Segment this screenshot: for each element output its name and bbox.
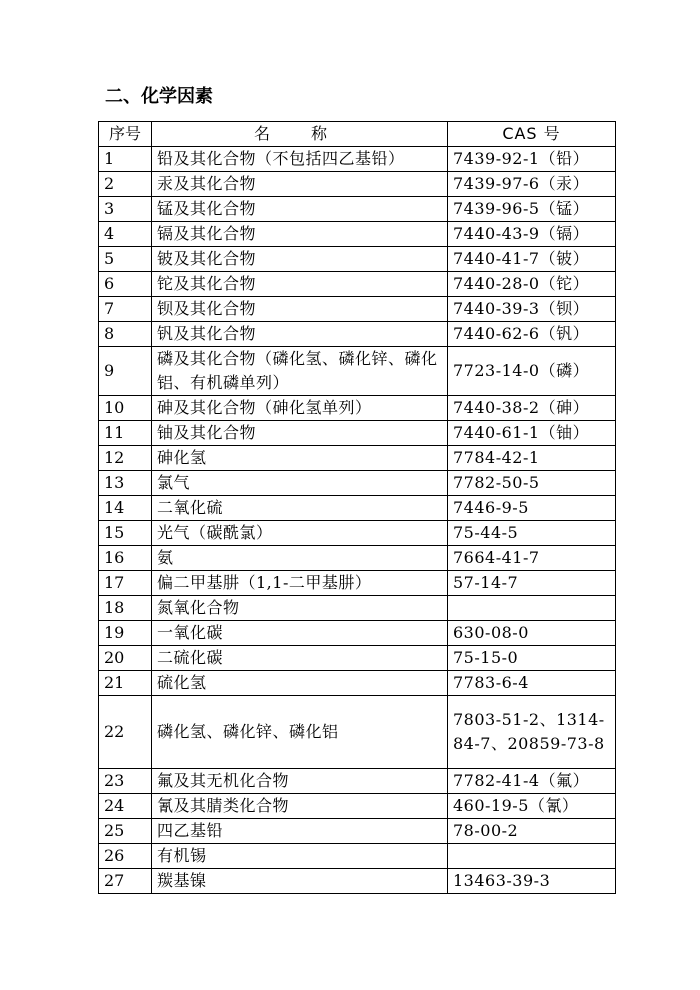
- cas-number-cell: 7803-51-2、1314-84-7、20859-73-8: [448, 696, 616, 769]
- table-row: [99, 297, 616, 322]
- table-row: [99, 421, 616, 446]
- table-row: [99, 322, 616, 347]
- serial-number-cell: 7: [99, 297, 152, 322]
- table-row: [99, 596, 616, 621]
- serial-number-cell: 24: [99, 794, 152, 819]
- chemical-name-cell: 羰基镍: [152, 869, 448, 894]
- table-row: [99, 521, 616, 546]
- cas-number-cell: 13463-39-3: [448, 869, 616, 894]
- chemical-name-cell: 铅及其化合物（不包括四乙基铅）: [152, 147, 448, 172]
- cas-number-cell: 7784-42-1: [448, 446, 616, 471]
- cas-number-cell: 75-15-0: [448, 646, 616, 671]
- chemical-name-cell: 氨: [152, 546, 448, 571]
- chemical-name-cell: 铀及其化合物: [152, 421, 448, 446]
- serial-number-cell: 16: [99, 546, 152, 571]
- table-row: [99, 496, 616, 521]
- table-row: [99, 197, 616, 222]
- cas-number-cell: 7782-50-5: [448, 471, 616, 496]
- table-row: [99, 769, 616, 794]
- chemical-name-cell: 氟及其无机化合物: [152, 769, 448, 794]
- serial-number-cell: 17: [99, 571, 152, 596]
- chemical-name-cell: 砷及其化合物（砷化氢单列）: [152, 396, 448, 421]
- cas-number-cell: 7440-62-6（钒）: [448, 322, 616, 347]
- chemical-name-cell: 一氧化碳: [152, 621, 448, 646]
- cas-number-cell: 630-08-0: [448, 621, 616, 646]
- section-title: 二、化学因素: [105, 86, 213, 107]
- cas-number-cell: 7440-38-2（砷）: [448, 396, 616, 421]
- table-row: [99, 247, 616, 272]
- serial-number-cell: 5: [99, 247, 152, 272]
- table-row: [99, 844, 616, 869]
- chemical-name-cell: 二硫化碳: [152, 646, 448, 671]
- table-row: [99, 819, 616, 844]
- cas-number-cell: [448, 844, 616, 869]
- chemical-name-cell: 铍及其化合物: [152, 247, 448, 272]
- serial-number-cell: 8: [99, 322, 152, 347]
- serial-number-cell: 11: [99, 421, 152, 446]
- cas-number-cell: 7723-14-0（磷）: [448, 347, 616, 396]
- chemical-name-cell: 锰及其化合物: [152, 197, 448, 222]
- serial-number-cell: 18: [99, 596, 152, 621]
- chemical-name-cell: 汞及其化合物: [152, 172, 448, 197]
- cas-number-cell: 7446-9-5: [448, 496, 616, 521]
- serial-number-cell: 21: [99, 671, 152, 696]
- serial-number-cell: 13: [99, 471, 152, 496]
- serial-number-cell: 4: [99, 222, 152, 247]
- serial-number-cell: 25: [99, 819, 152, 844]
- table-row: [99, 646, 616, 671]
- chemical-name-cell: 磷化氢、磷化锌、磷化铝: [152, 696, 448, 769]
- serial-number-cell: 15: [99, 521, 152, 546]
- chemical-name-cell: 有机锡: [152, 844, 448, 869]
- chemical-name-cell: 磷及其化合物（磷化氢、磷化锌、磷化铝、有机磷单列）: [152, 347, 448, 396]
- table-row: [99, 696, 616, 769]
- table-row: [99, 671, 616, 696]
- serial-number-cell: 6: [99, 272, 152, 297]
- chemical-name-cell: 四乙基铅: [152, 819, 448, 844]
- chemical-name-cell: 氰及其腈类化合物: [152, 794, 448, 819]
- cas-number-cell: 75-44-5: [448, 521, 616, 546]
- chemical-name-cell: 偏二甲基肼（1,1-二甲基肼）: [152, 571, 448, 596]
- header-cas-number: CAS 号: [448, 122, 616, 147]
- serial-number-cell: 9: [99, 347, 152, 396]
- chemical-name-cell: 光气（碳酰氯）: [152, 521, 448, 546]
- cas-number-cell: 7439-97-6（汞）: [448, 172, 616, 197]
- serial-number-cell: 27: [99, 869, 152, 894]
- chemical-name-cell: 镉及其化合物: [152, 222, 448, 247]
- chemical-name-cell: 氮氧化合物: [152, 596, 448, 621]
- table-row: [99, 147, 616, 172]
- cas-number-cell: 7782-41-4（氟）: [448, 769, 616, 794]
- table-header-row: [99, 122, 616, 147]
- serial-number-cell: 20: [99, 646, 152, 671]
- table-row: [99, 621, 616, 646]
- cas-number-cell: 57-14-7: [448, 571, 616, 596]
- cas-number-cell: 7440-61-1（铀）: [448, 421, 616, 446]
- chemical-name-cell: 铊及其化合物: [152, 272, 448, 297]
- table-row: [99, 869, 616, 894]
- chemical-name-cell: 硫化氢: [152, 671, 448, 696]
- serial-number-cell: 2: [99, 172, 152, 197]
- cas-number-cell: [448, 596, 616, 621]
- cas-number-cell: 7440-39-3（钡）: [448, 297, 616, 322]
- header-name: 名 称: [152, 122, 448, 147]
- serial-number-cell: 19: [99, 621, 152, 646]
- table-row: [99, 571, 616, 596]
- serial-number-cell: 23: [99, 769, 152, 794]
- cas-number-cell: 7439-96-5（锰）: [448, 197, 616, 222]
- table-row: [99, 446, 616, 471]
- cas-number-cell: 7440-41-7（铍）: [448, 247, 616, 272]
- table-body: [99, 147, 616, 894]
- table-row: [99, 471, 616, 496]
- chemical-name-cell: 钡及其化合物: [152, 297, 448, 322]
- serial-number-cell: 14: [99, 496, 152, 521]
- cas-number-cell: 78-00-2: [448, 819, 616, 844]
- table-row: [99, 794, 616, 819]
- table-row: [99, 222, 616, 247]
- table-row: [99, 347, 616, 396]
- table-row: [99, 172, 616, 197]
- cas-number-cell: 7440-43-9（镉）: [448, 222, 616, 247]
- serial-number-cell: 12: [99, 446, 152, 471]
- chemical-name-cell: 钒及其化合物: [152, 322, 448, 347]
- cas-number-cell: 7439-92-1（铅）: [448, 147, 616, 172]
- chemical-name-cell: 二氧化硫: [152, 496, 448, 521]
- table-row: [99, 546, 616, 571]
- cas-number-cell: 7664-41-7: [448, 546, 616, 571]
- chemical-name-cell: 砷化氢: [152, 446, 448, 471]
- chemical-factor-table: [98, 121, 616, 894]
- table-row: [99, 396, 616, 421]
- serial-number-cell: 22: [99, 696, 152, 769]
- chemical-name-cell: 氯气: [152, 471, 448, 496]
- serial-number-cell: 1: [99, 147, 152, 172]
- serial-number-cell: 10: [99, 396, 152, 421]
- serial-number-cell: 3: [99, 197, 152, 222]
- header-serial-number: 序号: [99, 122, 152, 147]
- serial-number-cell: 26: [99, 844, 152, 869]
- cas-number-cell: 460-19-5（氰）: [448, 794, 616, 819]
- cas-number-cell: 7440-28-0（铊）: [448, 272, 616, 297]
- table-row: [99, 272, 616, 297]
- cas-number-cell: 7783-6-4: [448, 671, 616, 696]
